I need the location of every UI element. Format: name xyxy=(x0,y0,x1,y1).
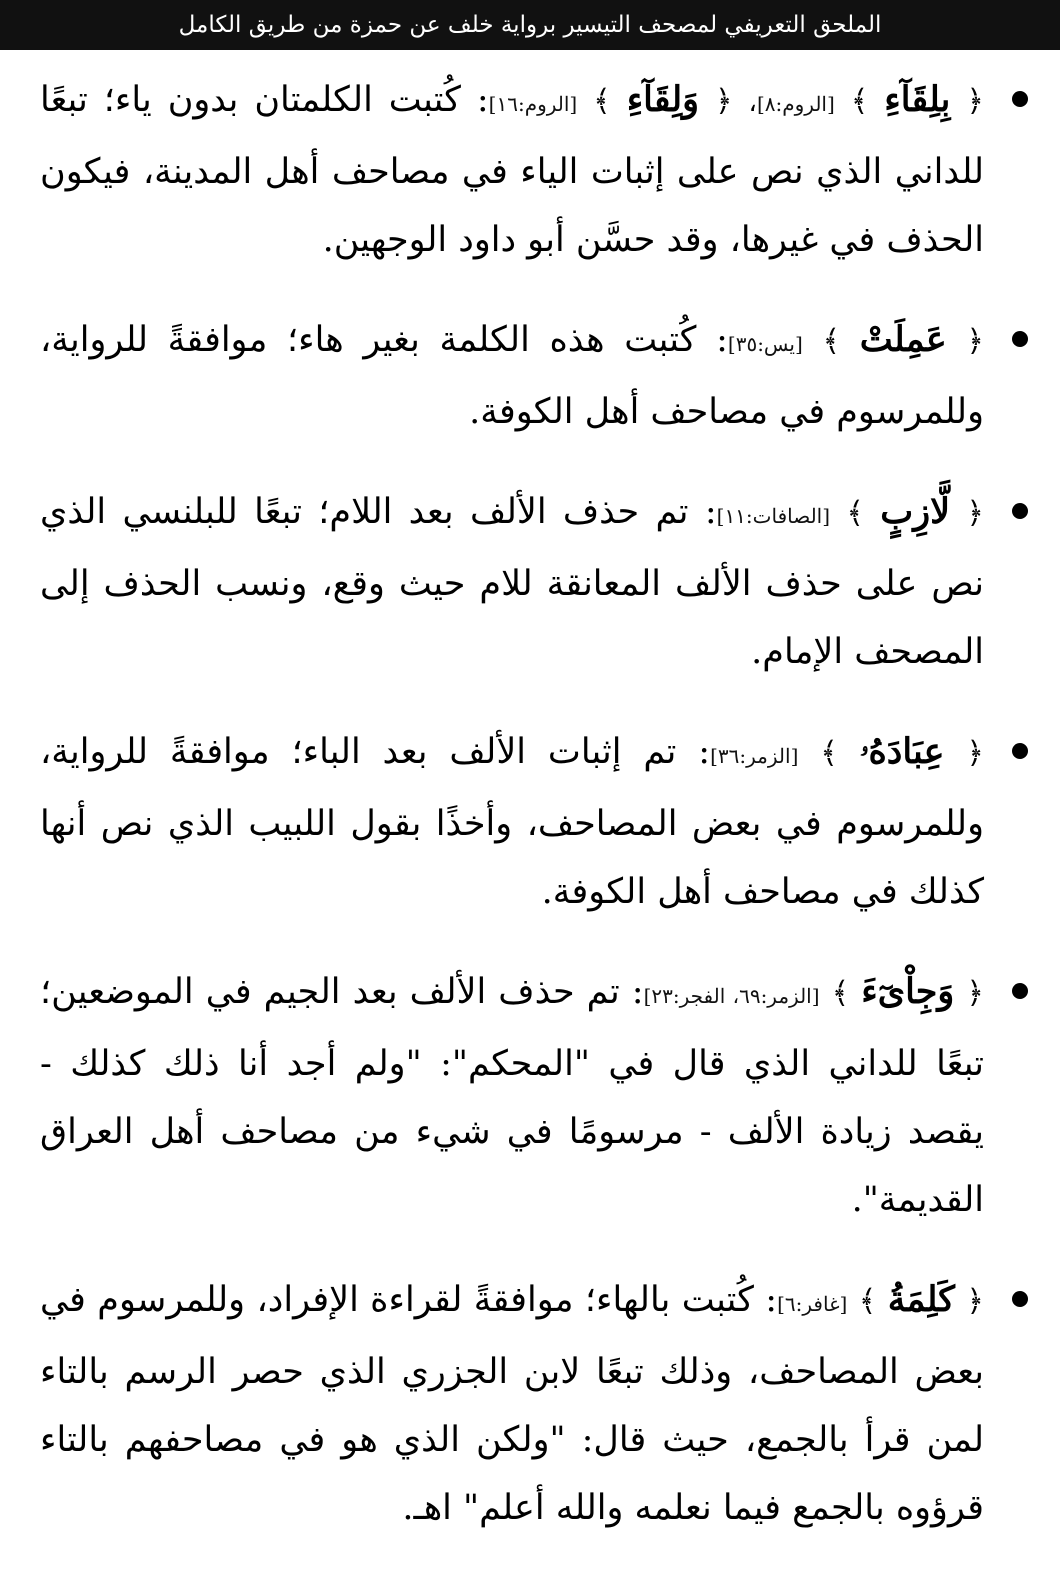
ornate-bracket-close-icon: ﴾ xyxy=(822,324,841,359)
header-title: الملحق التعريفي لمصحف التيسير برواية خلف عن حمزة من طريق الكامل xyxy=(178,12,882,38)
verse-reference: [يس:٣٥] xyxy=(727,332,803,356)
list-item xyxy=(40,1266,1034,1542)
verse-reference: [غافر:٦] xyxy=(777,1292,848,1316)
quran-word: كَلِمَةُ xyxy=(887,1279,955,1320)
entry-text: تم حذف الألف بعد الجيم في الموضعين؛ تبعًا للداني الذي قال في "المحكم": "ولم أجد أنا ذلك كذلك - يقصد زيادة الألف - مرسومًا في شيء من مصاحف أهل العراق القديمة". xyxy=(40,972,984,1220)
word-separator: ، xyxy=(748,88,757,118)
list-item xyxy=(40,306,1034,446)
quran-word-group xyxy=(717,492,984,532)
quran-word-group xyxy=(489,80,733,120)
list-item xyxy=(40,718,1034,926)
bullet-icon xyxy=(1012,983,1028,999)
entry-text: كُتبت هذه الكلمة بغير هاء؛ موافقةً للرواية، وللمرسوم في مصاحف أهل الكوفة. xyxy=(40,320,984,432)
quran-word: عِبَادَهُۥ xyxy=(859,731,945,772)
verse-reference: [الزمر:٦٩، الفجر:٢٣] xyxy=(643,984,820,1008)
ornate-bracket-close-icon: ﴾ xyxy=(850,84,869,119)
ref-separator: : xyxy=(765,1280,778,1320)
ornate-bracket-open-icon: ﴿ xyxy=(966,496,984,531)
quran-word: بِلِقَآءِ xyxy=(884,79,951,120)
bullet-icon xyxy=(1012,331,1028,347)
entry-text: تم إثبات الألف بعد الباء؛ موافقةً للرواية، وللمرسوم في بعض المصاحف، وأخذًا بقول اللبيب الذي نص أنها كذلك في مصاحف أهل الكوفة. xyxy=(40,732,984,912)
ref-separator: : xyxy=(476,80,489,120)
ornate-bracket-open-icon: ﴿ xyxy=(966,736,984,771)
quran-word-group xyxy=(644,972,984,1012)
quran-word: لَّازِبٍ xyxy=(880,491,951,532)
bullet-icon xyxy=(1012,91,1028,107)
ref-separator: : xyxy=(698,732,711,772)
verse-reference: [الزمر:٣٦] xyxy=(710,744,799,768)
entry-text: كُتبت الكلمتان بدون ياء؛ تبعًا للداني الذي نص على إثبات الياء في مصاحف أهل المدينة، فيكون الحذف في غيرها، وقد حسَّن أبو داود الوجهين. xyxy=(40,80,984,260)
ornate-bracket-open-icon: ﴿ xyxy=(715,84,733,119)
ref-separator: : xyxy=(716,320,728,360)
ornate-bracket-close-icon: ﴾ xyxy=(820,736,838,771)
quran-word-group xyxy=(728,320,984,360)
bullet-icon xyxy=(1012,503,1028,519)
quran-word: عَمِلَتْ xyxy=(859,319,947,360)
quran-word-group xyxy=(777,1280,984,1320)
list-item xyxy=(40,478,1034,686)
bullet-icon xyxy=(1012,1291,1028,1307)
entry-text: تم حذف الألف بعد اللام؛ تبعًا للبلنسي الذي نص على حذف الألف المعانقة للام حيث وقع، ونسب الحذف إلى المصحف الإمام. xyxy=(40,492,984,672)
list-item xyxy=(40,958,1034,1234)
ornate-bracket-open-icon: ﴿ xyxy=(966,84,984,119)
ornate-bracket-close-icon: ﴾ xyxy=(858,1284,877,1319)
entries-list xyxy=(40,66,1034,1574)
entry-text: كُتبت بالهاء؛ موافقةً لقراءة الإفراد، وللمرسوم في بعض المصاحف، وذلك تبعًا لابن الجزري الذي حصر الرسم بالتاء لمن قرأ بالجمع، حيث قال: "ولكن الذي هو في مصاحفهم بالتاء قرؤوه بالجمع فيما نعلمه والله أعلم" اهـ. xyxy=(40,1280,984,1528)
quran-word-group xyxy=(710,732,984,772)
list-item xyxy=(40,66,1034,274)
verse-reference: [الروم:٨] xyxy=(756,92,835,116)
ornate-bracket-close-icon: ﴾ xyxy=(831,976,850,1011)
bullet-icon xyxy=(1012,743,1028,759)
ref-separator: : xyxy=(704,492,717,532)
ornate-bracket-close-icon: ﴾ xyxy=(593,84,611,119)
ornate-bracket-close-icon: ﴾ xyxy=(846,496,864,531)
ornate-bracket-open-icon: ﴿ xyxy=(966,324,984,359)
quran-word: وَجِاْىٓءَ xyxy=(861,971,955,1012)
ornate-bracket-open-icon: ﴿ xyxy=(966,1284,984,1319)
page-header xyxy=(0,0,1060,50)
verse-reference: [الصافات:١١] xyxy=(716,504,831,528)
ref-separator: : xyxy=(631,972,644,1012)
ornate-bracket-open-icon: ﴿ xyxy=(966,976,984,1011)
verse-reference: [الروم:١٦] xyxy=(488,92,578,116)
quran-word: وَلِقَآءِ xyxy=(626,79,700,120)
quran-word-group xyxy=(757,80,984,120)
